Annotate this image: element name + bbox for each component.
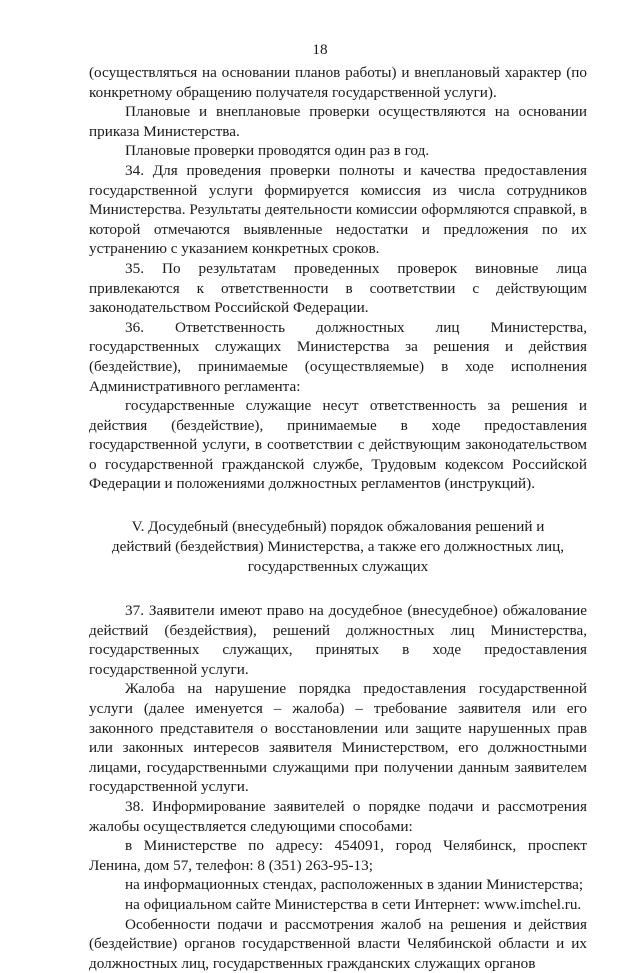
section-heading-line: действий (бездействия) Министерства, а также его должностных лиц, <box>111 538 565 556</box>
paragraph: в Министерстве по адресу: 454091, город Челябинск, проспект Ленина, дом 57, телефон: 8 (351) 263-95-13; <box>89 837 587 874</box>
paragraph: Особенности подачи и рассмотрения жалоб на решения и действия (бездействие) органов государственной власти Челябинской области и их должностных лиц, государственных гражданских служащих органов <box>89 915 587 972</box>
paragraph: (осуществляться на основании планов работы) и внеплановый характер (по конкретному обращению получателя государственной услуги). <box>89 64 587 101</box>
paragraph: Плановые и внеплановые проверки осуществляются на основании приказа Министерства. <box>89 103 587 140</box>
paragraph: государственные служащие несут ответственность за решения и действия (бездействие), принимаемые в ходе предоставления государственной услуги, в соответствии с действующим законодательством о государственной гражданской службе, Трудовым кодексом Российской Федерации и положениями должностных регламентов (инструкций). <box>89 397 587 493</box>
paragraph: 36. Ответственность должностных лиц Министерства, государственных служащих Министерства за решения и действия (бездействие), принимаемые (осуществляемые) в ходе исполнения Административного регламента: <box>89 318 587 395</box>
document-body <box>89 63 587 973</box>
page-number: 18 <box>312 41 328 58</box>
section-heading-line: V. Досудебный (внесудебный) порядок обжалования решений и <box>131 518 545 536</box>
paragraph: 37. Заявители имеют право на досудебное (внесудебное) обжалование действий (бездействия), решений должностных лиц Министерства, государственных служащих, принятых в ходе предоставления государственной услуги. <box>89 602 587 678</box>
paragraph: 34. Для проведения проверки полноты и качества предоставления государственной услуги формируется комиссия из числа сотрудников Министерства. Результаты деятельности комиссии оформляются справкой, в которой отмечаются выявленные недостатки и предложения по их устранению с указанием конкретных сроков. <box>89 161 587 258</box>
paragraph: на официальном сайте Министерства в сети Интернет: www.imchel.ru. <box>125 895 582 913</box>
paragraph: Плановые проверки проводятся один раз в год. <box>125 142 430 160</box>
section-heading <box>89 517 587 577</box>
paragraph: 38. Информирование заявителей о порядке подачи и рассмотрения жалобы осуществляется следующими способами: <box>89 798 587 835</box>
paragraph: 35. По результатам проведенных проверок виновные лица привлекаются к ответственности в соответствии с действующим законодательством Российской Федерации. <box>89 259 587 317</box>
section-heading-line: государственных служащих <box>247 558 429 576</box>
paragraph: Жалоба на нарушение порядка предоставления государственной услуги (далее именуется – жалоба) – требование заявителя или его законного представителя о восстановлении или защите нарушенных прав или законных интересов заявителя Министерством, его должностными лицами, государственными служащими при получении данным заявителем государственной услуги. <box>89 680 587 796</box>
paragraph: на информационных стендах, расположенных в здании Министерства; <box>125 876 584 894</box>
